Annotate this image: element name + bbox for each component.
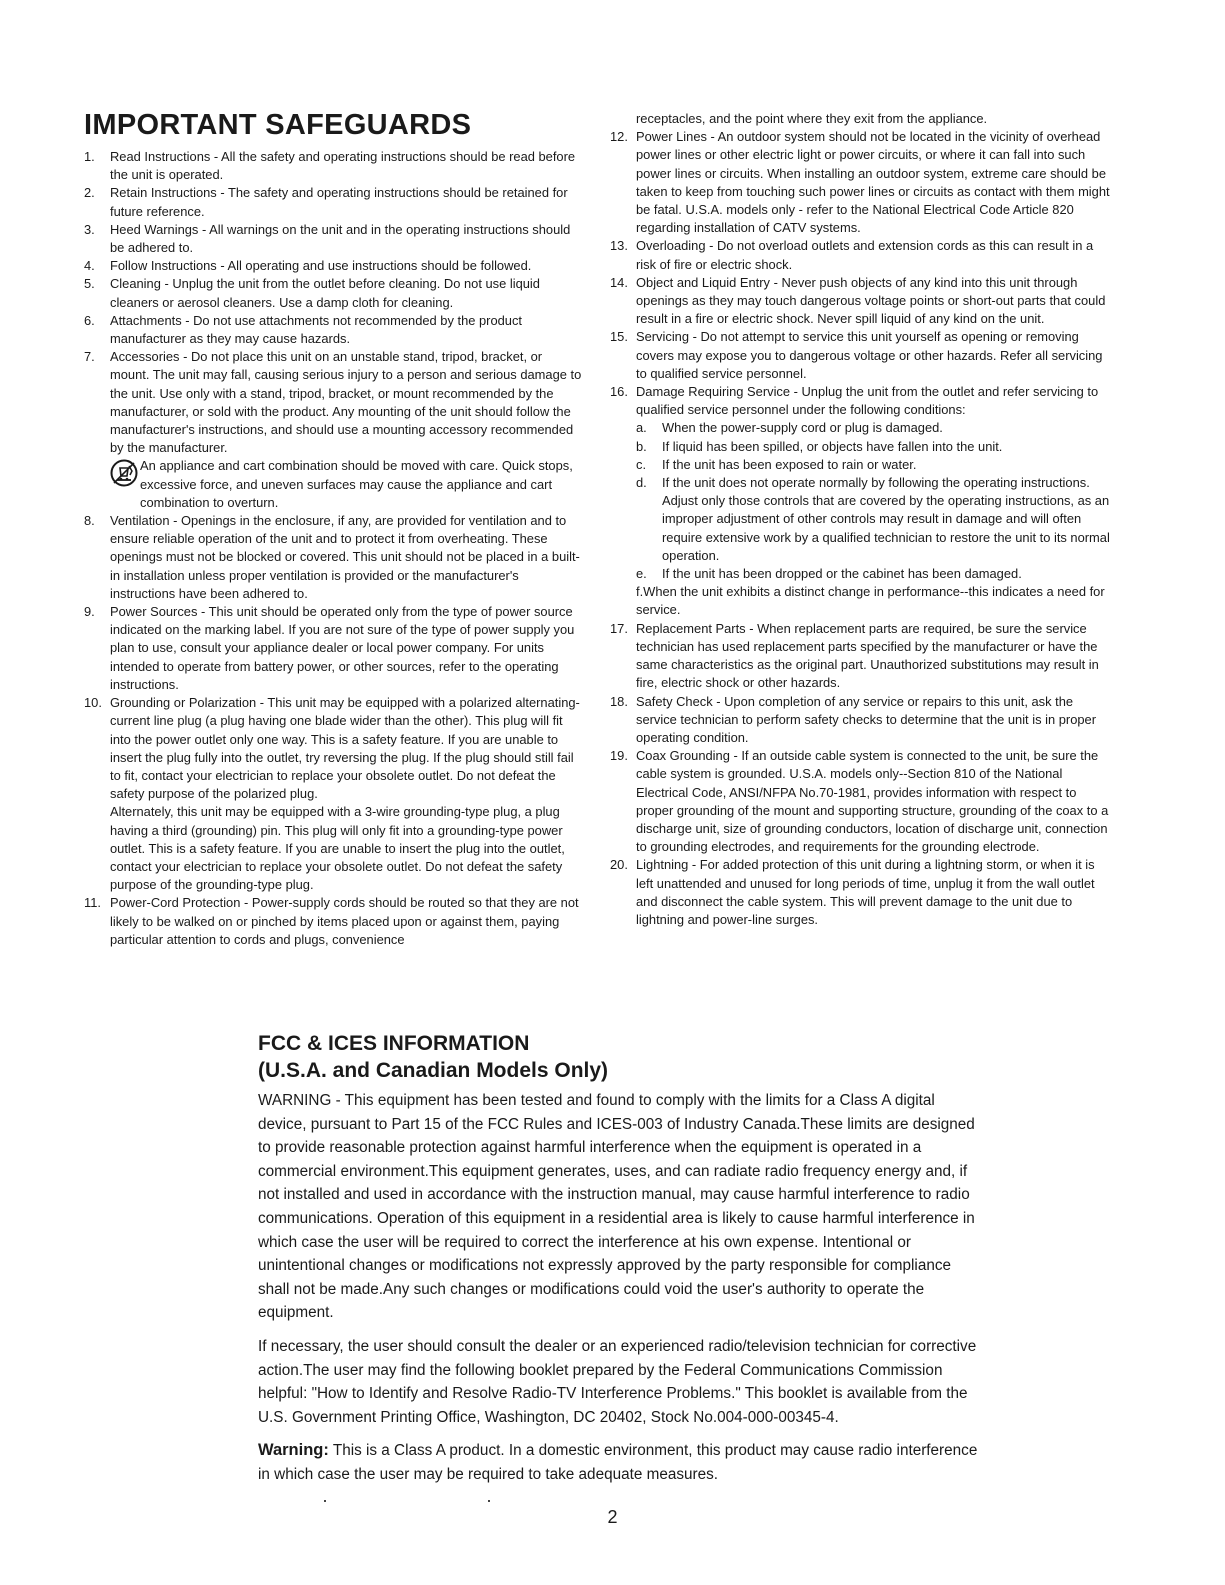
class-a-warning bbox=[258, 1439, 978, 1486]
item-text: Power Sources - This unit should be operated only from the type of power source indicated on the marking label. If you are not sure of the type of power supply you plan to use, consult your appliance dealer or local power company. For units intended to operate from battery power, or other sources, refer to the operating instructions. bbox=[110, 604, 575, 692]
fcc-ices-section bbox=[258, 1030, 978, 1497]
item-number: 8. bbox=[84, 513, 95, 529]
item-text: Grounding or Polarization - This unit may be equipped with a polarized alternating-current line plug (a plug having one blade wider than the other). This plug will fit into the power outlet only one way. This is a safety feature. If you are unable to insert the plug fully into the outlet, try reversing the plug. If the plug should still fail to fit, contact your electrician to replace your obsolete outlet. Do not defeat the safety purpose of the polarized plug. bbox=[110, 695, 580, 802]
item-number: 14. bbox=[610, 274, 628, 290]
item-number: 12. bbox=[610, 129, 628, 145]
item-text: Attachments - Do not use attachments not recommended by the product manufacturer as they may cause hazards. bbox=[110, 312, 523, 347]
item-text: Heed Warnings - All warnings on the unit and in the operating instructions should be adhered to. bbox=[110, 221, 571, 256]
cart-warning bbox=[84, 457, 584, 512]
item-number: 13. bbox=[610, 238, 628, 254]
item-number: 3. bbox=[84, 221, 95, 237]
condition-item bbox=[636, 438, 1110, 456]
item-10-alternate-text: Alternately, this unit may be equipped with a 3-wire grounding-type plug, a plug having a third (grounding) pin. This plug will only fit into a grounding-type power outlet. This is a safety feature. If you are unable to insert the plug into the outlet, contact your electrician to replace your obsolete outlet. Do not defeat the safety purpose of the grounding-type plug. bbox=[110, 804, 565, 893]
item-number: 18. bbox=[610, 693, 628, 709]
item-text: Accessories - Do not place this unit on an unstable stand, tripod, bracket, or mount. The unit may fall, causing serious injury to a person and serious damage to the unit. Use only with a stand, tripod, bracket, or mount recommended by the manufacturer, or sold with the product. Any mounting of the unit should follow the manufacturer's instructions, and should use a mounting accessory recommended by the manufacturer. bbox=[110, 349, 582, 456]
item-text: Follow Instructions - All operating and use instructions should be followed. bbox=[110, 258, 532, 274]
item-text: Damage Requiring Service - Unplug the unit from the outlet and refer servicing to qualified service personnel under the following conditions: bbox=[636, 384, 1099, 418]
safeguard-item bbox=[84, 694, 584, 803]
safeguard-item bbox=[84, 894, 584, 949]
item-number: 19. bbox=[610, 748, 628, 764]
fcc-subtitle: (U.S.A. and Canadian Models Only) bbox=[258, 1059, 609, 1082]
safeguard-item bbox=[610, 620, 1110, 693]
condition-text: If the unit has been exposed to rain or water. bbox=[662, 456, 917, 472]
item-text: Coax Grounding - If an outside cable system is connected to the unit, be sure the cable system is grounded. U.S.A. models only--Section 810 of the National Electrical Code, ANSI/NFPA No.70-1981, provides information with respect to proper grounding of the mount and supporting structure, grounding of the coax to a discharge unit, size of grounding conductors, location of discharge unit, connection to grounding electrodes, and requirements for the grounding electrode. bbox=[636, 748, 1109, 855]
item-text: Power Lines - An outdoor system should not be located in the vicinity of overhead power lines or other electric light or power circuits, or where it can fall into such power lines or circuits. When installing an outdoor system, extreme care should be taken to keep from touching such power lines or circuits as contact with them might be fatal. U.S.A. models only - refer to the National Electrical Code Article 820 regarding installation of CATV systems. bbox=[636, 129, 1110, 236]
item-text: Object and Liquid Entry - Never push objects of any kind into this unit through openings as they may touch dangerous voltage points or short-out parts that could result in a fire or electric shock. Never spill liquid of any kind on the unit. bbox=[636, 274, 1106, 327]
item-text: Safety Check - Upon completion of any service or repairs to this unit, ask the service technician to perform safety checks to determine that the unit is in proper operating condition. bbox=[636, 693, 1096, 745]
condition-item bbox=[636, 474, 1110, 565]
condition-letter: c. bbox=[636, 456, 647, 472]
item-number: 9. bbox=[84, 604, 95, 620]
item-number: 11. bbox=[84, 895, 101, 911]
class-a-warning-label: Warning: bbox=[258, 1441, 329, 1460]
item-number: 5. bbox=[84, 276, 95, 292]
item-number: 17. bbox=[610, 620, 628, 636]
item-number: 20. bbox=[610, 857, 628, 873]
condition-item bbox=[636, 456, 1110, 474]
safeguard-item bbox=[610, 328, 1110, 383]
safeguard-item bbox=[84, 312, 584, 348]
cart-tip-warning-icon bbox=[110, 459, 138, 487]
safeguard-item bbox=[84, 257, 584, 275]
safeguard-item bbox=[84, 184, 584, 220]
item-text: Read Instructions - All the safety and operating instructions should be read before the unit is operated. bbox=[110, 149, 576, 183]
item-number: 2. bbox=[84, 185, 95, 201]
safeguard-item bbox=[84, 275, 584, 311]
service-conditions bbox=[610, 419, 1110, 619]
item-text: Cleaning - Unplug the unit from the outlet before cleaning. Do not use liquid cleaners or aerosol cleaners. Use a damp cloth for cleaning. bbox=[110, 276, 540, 310]
condition-text: If the unit has been dropped or the cabinet has been damaged. bbox=[662, 566, 1022, 582]
item-number: 16. bbox=[610, 384, 628, 400]
item-text: Lightning - For added protection of this unit during a lightning storm, or when it is left unattended and unused for long periods of time, unplug it from the wall outlet and disconnect the cable system. This will prevent damage to the unit due to lightning and power-line surges. bbox=[636, 857, 1095, 927]
condition-letter: b. bbox=[636, 438, 647, 454]
page-number: 2 bbox=[607, 1507, 618, 1527]
fcc-title: FCC & ICES INFORMATION bbox=[258, 1032, 530, 1055]
safeguard-item bbox=[84, 348, 584, 457]
safeguard-item bbox=[84, 221, 584, 257]
item-text: Power-Cord Protection - Power-supply cords should be routed so that they are not likely to be walked on or pinched by items placed upon or against them, paying particular attention to cords and plugs, convenience bbox=[110, 895, 579, 947]
safeguard-item bbox=[610, 274, 1110, 329]
safeguard-item bbox=[84, 512, 584, 603]
safeguard-item bbox=[610, 693, 1110, 748]
item-number: 15. bbox=[610, 329, 628, 345]
safeguard-item bbox=[610, 128, 1110, 237]
safeguard-item bbox=[84, 603, 584, 694]
item-number: 4. bbox=[84, 258, 95, 274]
class-a-warning-text: This is a Class A product. In a domestic environment, this product may cause radio interference in which case the user may be required to take adequate measures. bbox=[258, 1442, 978, 1483]
item-number: 1. bbox=[84, 149, 95, 164]
condition-item bbox=[636, 419, 1110, 437]
safeguard-item bbox=[610, 237, 1110, 273]
item-number: 10. bbox=[84, 695, 102, 711]
safeguard-item bbox=[610, 856, 1110, 929]
condition-item-f: f.When the unit exhibits a distinct change in performance--this indicates a need for service. bbox=[636, 584, 1105, 618]
safeguards-right-column bbox=[610, 110, 1110, 929]
item-11-continuation: receptacles, and the point where they exit from the appliance. bbox=[636, 111, 988, 126]
safeguards-left-column bbox=[84, 110, 584, 949]
fcc-booklet-paragraph: If necessary, the user should consult the dealer or an experienced radio/television technician for corrective action.The user may find the following booklet prepared by the Federal Communications Commission helpful: "How to Identify and Resolve Radio-TV Interference Problems." This booklet is available from the U.S. Government Printing Office, Washington, DC 20402, Stock No.004-000-00345-4. bbox=[258, 1337, 977, 1426]
safeguard-item bbox=[610, 747, 1110, 856]
condition-text: When the power-supply cord or plug is damaged. bbox=[662, 420, 943, 436]
safeguards-title: IMPORTANT SAFEGUARDS bbox=[84, 109, 472, 141]
condition-item bbox=[636, 565, 1110, 583]
scan-speck bbox=[324, 1500, 326, 1502]
item-text: Servicing - Do not attempt to service this unit yourself as opening or removing covers may expose you to dangerous voltage or other hazards. Refer all servicing to qualified service personnel. bbox=[636, 329, 1103, 381]
condition-letter: a. bbox=[636, 420, 647, 436]
item-text: Overloading - Do not overload outlets and extension cords as this can result in a risk of fire or electric shock. bbox=[636, 238, 1094, 272]
condition-letter: d. bbox=[636, 475, 647, 491]
condition-text: If liquid has been spilled, or objects have fallen into the unit. bbox=[662, 438, 1003, 454]
item-number: 6. bbox=[84, 312, 95, 328]
condition-text: If the unit does not operate normally by following the operating instructions. Adjust only those controls that are covered by the operating instructions, as an improper adjustment of other controls may result in damage and will often require extensive work by a qualified technician to restore the unit to its normal operation. bbox=[662, 475, 1110, 563]
scan-speck bbox=[488, 1500, 490, 1502]
item-text: Retain Instructions - The safety and operating instructions should be retained for future reference. bbox=[110, 185, 568, 219]
item-text: Ventilation - Openings in the enclosure, if any, are provided for ventilation and to ensure reliable operation of the unit and to protect it from overheating. These openings must not be blocked or covered. This unit should not be placed in a built-in installation unless proper ventilation is provided or the manufacturer's instructions have been adhered to. bbox=[110, 513, 580, 601]
condition-letter: e. bbox=[636, 566, 647, 582]
safeguard-item bbox=[84, 148, 584, 184]
cart-warning-text: An appliance and cart combination should be moved with care. Quick stops, excessive force, and uneven surfaces may cause the appliance and cart combination to overturn. bbox=[140, 458, 573, 510]
safeguard-item bbox=[610, 383, 1110, 419]
fcc-warning-paragraph: WARNING - This equipment has been tested and found to comply with the limits for a Class A digital device, pursuant to Part 15 of the FCC Rules and ICES-003 of Industry Canada.These limits are designed to provide reasonable protection against harmful interference when the equipment is operated in a commercial environment.This equipment generates, uses, and can radiate radio frequency energy and, if not installed and used in accordance with the instruction manual, may cause harmful interference to radio communications. Operation of this equipment in a residential area is likely to cause harmful interference in which case the user will be required to correct the interference at his own expense. Intentional or unintentional changes or modifications not expressly approved by the party responsible for compliance shall not be made.Any such changes or modifications could void the user's authority to operate the equipment. bbox=[258, 1092, 975, 1322]
item-text: Replacement Parts - When replacement parts are required, be sure the service technician has used replacement parts specified by the manufacturer or have the same characteristics as the original part. Unauthorized substitutions may result in fire, electric shock or other hazards. bbox=[636, 620, 1099, 691]
item-number: 7. bbox=[84, 349, 95, 365]
